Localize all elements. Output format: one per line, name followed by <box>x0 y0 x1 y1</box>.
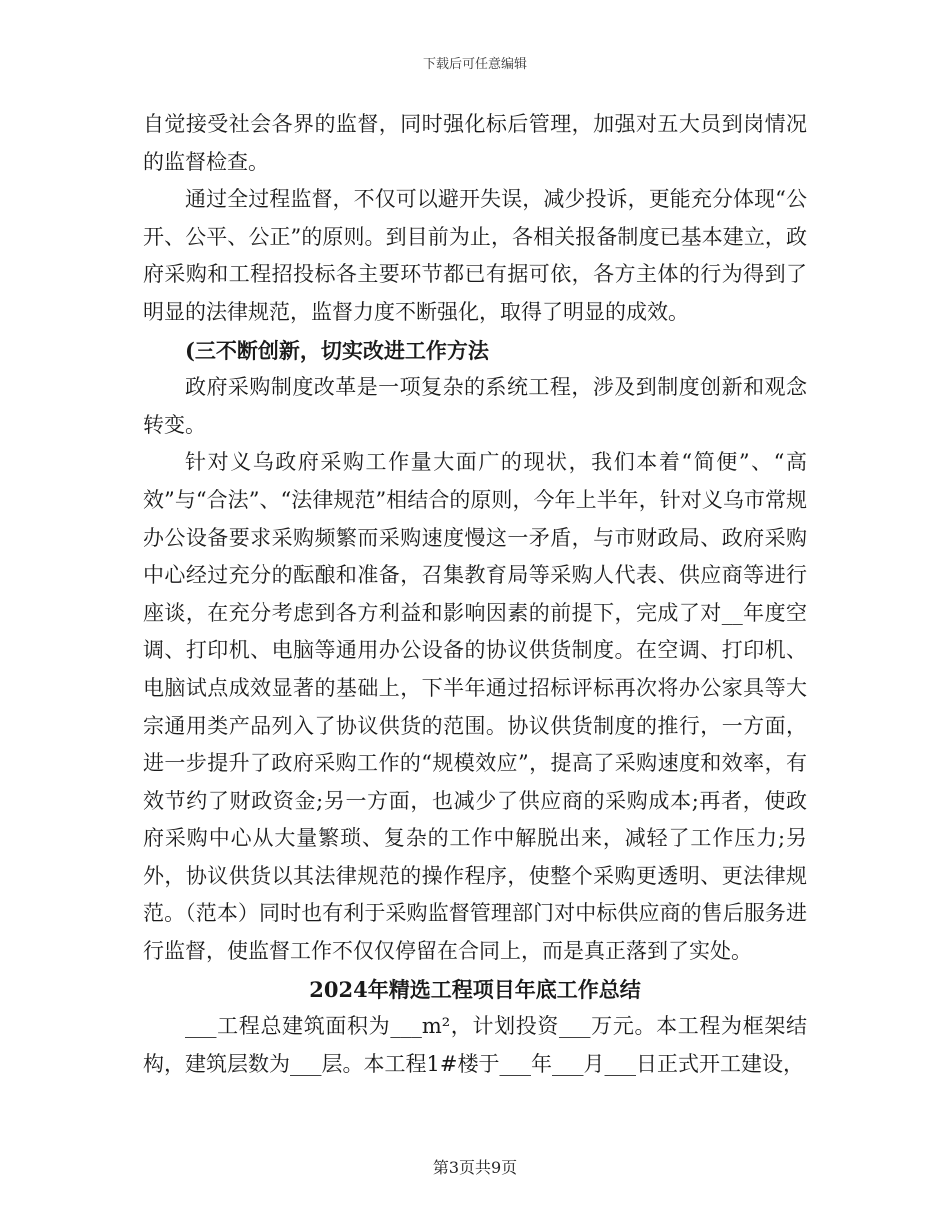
paragraph-reform: 政府采购制度改革是一项复杂的系统工程，涉及到制度创新和观念转变。 <box>143 375 807 437</box>
document-title: 2024年精选工程项目年底工作总结 <box>309 976 641 1002</box>
section-heading: (三不断创新，切实改进工作方法 <box>185 337 489 363</box>
paragraph-continuation: 自觉接受社会各界的监督，同时强化标后管理，加强对五大员到岗情况的监督检查。 <box>143 112 807 174</box>
paragraph-agreement-supply: 针对义乌政府采购工作量大面广的现状，我们本着“简便”、“高效”与“合法”、“法律规范”相结合的原则，今年上半年，针对义乌市常规办公设备要求采购频繁而采购速度慢这一矛盾，与市财政局、政府采购中心经过充分的酝酿和准备，召集教育局等采购人代表、供应商等进行座谈，在充分考虑到各方利益和影响因素的前提下，完成了对__年度空调、打印机、电脑等通用办公设备的协议供货制度。在空调、打印机、电脑试点成效显著的基础上，下半年通过招标评标再次将办公家具等大宗通用类产品列入了协议供货的范围。协议供货制度的推行，一方面，进一步提升了政府采购工作的“规模效应”，提高了采购速度和效率，有效节约了财政资金;另一方面，也减少了供应商的采购成本;再者，使政府采购中心从大量繁琐、复杂的工作中解脱出来，减轻了工作压力;另外，协议供货以其法律规范的操作程序，使整个采购更透明、更法律规范。（范本）同时也有利于采购监督管理部门对中标供应商的售后服务进行监督，使监督工作不仅仅停留在合同上，而是真正落到了实处。 <box>143 450 807 964</box>
page-number: 第3页共9页 <box>432 1158 518 1177</box>
page-header: 下载后可任意编辑 <box>422 57 527 72</box>
paragraph-project-overview: ___工程总建筑面积为___m²，计划投资___万元。本工程为框架结构，建筑层数为___层。本工程1#楼于___年___月___日正式开工建设， <box>143 1014 807 1076</box>
document-body <box>143 106 807 1083</box>
paragraph-supervision: 通过全过程监督，不仅可以避开失误，减少投诉，更能充分体现“公开、公平、公正”的原则。到目前为止，各相关报备制度已基本建立，政府采购和工程招投标各主要环节都已有据可依，各方主体的行为得到了明显的法律规范，监督力度不断强化，取得了明显的成效。 <box>143 187 807 324</box>
